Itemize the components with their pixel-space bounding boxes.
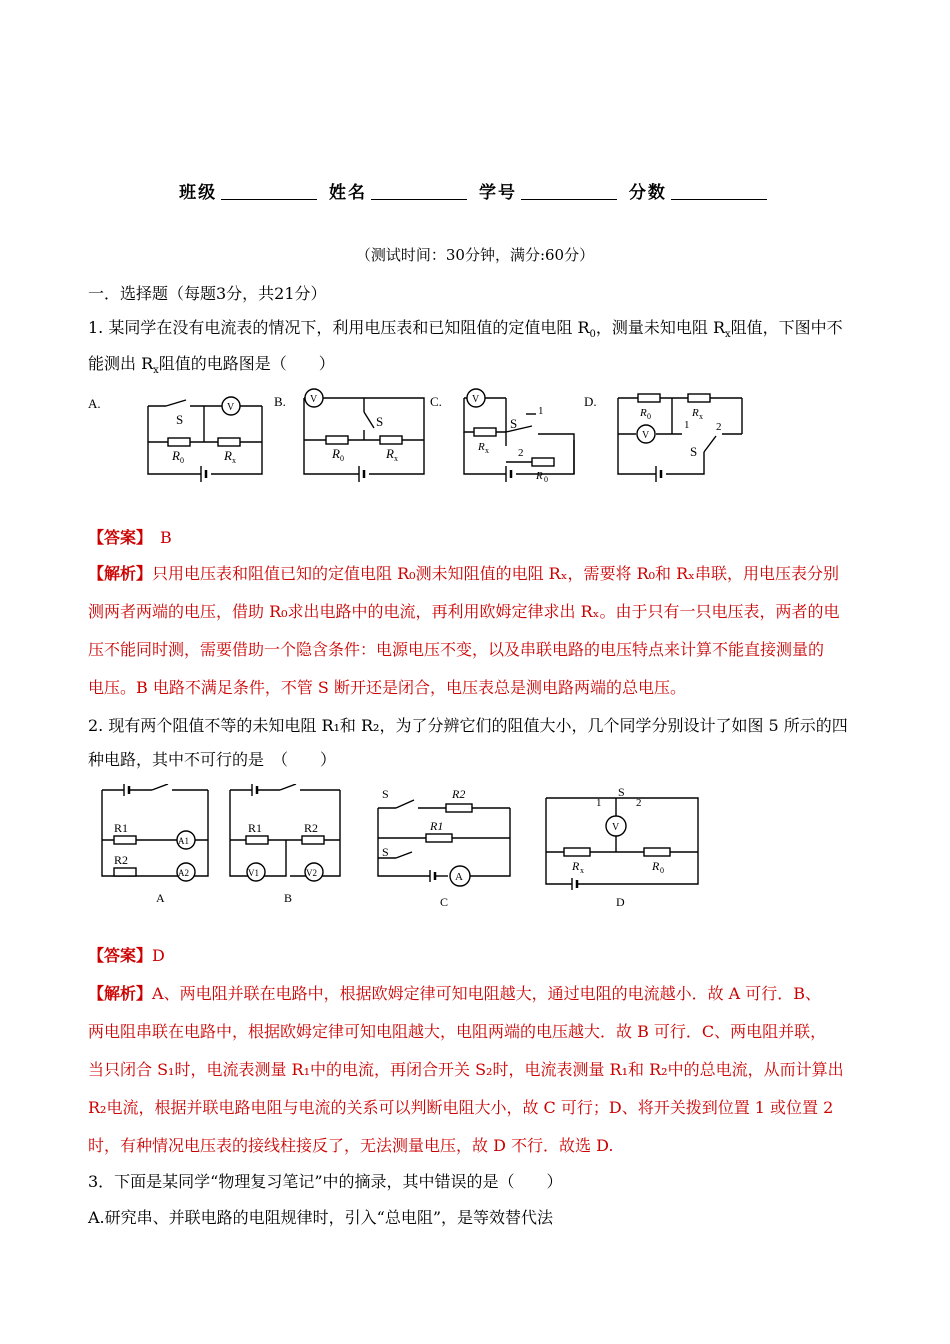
- option-c-label: C.: [430, 394, 442, 409]
- svg-text:S: S: [376, 414, 384, 429]
- svg-text:x: x: [699, 412, 703, 421]
- circuit-2b: [230, 784, 340, 881]
- svg-text:R: R: [386, 446, 394, 461]
- q1-analysis-line2: 测两者两端的电压，借助 R₀求出电路中的电流，再利用欧姆定律求出 Rₓ。由于只有一只电压表，两者的电: [88, 602, 840, 621]
- svg-text:0: 0: [660, 866, 664, 875]
- q1-analysis-line1: 【解析】只用电压表和阻值已知的定值电阻 R₀测未知阻值的电阻 Rₓ，需要将 R₀和 Rₓ串联，用电压表分别: [88, 564, 839, 583]
- q3-option-a: A.研究串、并联电路的电阻规律时，引入“总电阻”，是等效替代法: [88, 1208, 554, 1227]
- circuit-b: [304, 389, 424, 482]
- svg-text:V: V: [310, 394, 318, 405]
- id-blank[interactable]: [521, 199, 617, 200]
- svg-text:V: V: [612, 822, 620, 833]
- svg-text:V2: V2: [306, 868, 317, 878]
- svg-text:R: R: [536, 470, 543, 482]
- q1-analysis-line4: 电压。B 电路不满足条件，不管 S 断开还是闭合，电压表总是测电路两端的总电压。: [88, 678, 686, 697]
- circuit-a: [148, 397, 262, 482]
- name-blank[interactable]: [371, 199, 467, 200]
- svg-text:2: 2: [636, 797, 642, 809]
- q2-analysis-line2: 两电阻串联在电路中，根据欧姆定律可知电阻越大，电阻两端的电压越大．故 B 可行．C、两电阻并联，: [88, 1022, 827, 1041]
- svg-text:A1: A1: [178, 836, 189, 846]
- circuit-d: [618, 394, 742, 482]
- q1-stem-line2: 能测出 $R_x$阻值的电路图是（ ）: [88, 354, 335, 377]
- svg-text:R: R: [652, 859, 660, 873]
- svg-text:V: V: [227, 402, 235, 413]
- svg-text:V: V: [472, 394, 480, 405]
- svg-text:S: S: [618, 785, 625, 799]
- svg-text:1: 1: [538, 405, 544, 417]
- q1-stem-line1: 1. 某同学在没有电流表的情况下，利用电压表和已知阻值的定值电阻 $R_0$，测量未知电阻 $R_x$阻值，下图中不: [88, 318, 843, 341]
- svg-text:R: R: [572, 859, 580, 873]
- svg-text:1: 1: [596, 797, 602, 809]
- svg-text:2: 2: [518, 447, 524, 459]
- student-info-header: [0, 178, 950, 203]
- svg-text:R: R: [172, 448, 180, 463]
- q2-analysis-line5: 时，有种情况电压表的接线柱接反了，无法测量电压，故 D 不行．故选 D.: [88, 1136, 614, 1155]
- q2-circuit-figure: [96, 784, 716, 914]
- svg-text:0: 0: [647, 412, 651, 421]
- class-blank[interactable]: [221, 199, 317, 200]
- svg-text:R: R: [640, 407, 647, 419]
- q1-circuit-figure: [86, 384, 746, 496]
- svg-text:x: x: [580, 866, 584, 875]
- svg-text:R: R: [692, 407, 699, 419]
- svg-text:A: A: [455, 871, 463, 883]
- id-label: 学号: [478, 183, 517, 203]
- name-label: 姓名: [329, 183, 368, 203]
- svg-text:R: R: [224, 448, 232, 463]
- q2-analysis-line3: 当只闭合 S₁时，电流表测量 R₁中的电流，再闭合开关 S₂时，电流表测量 R₁和 R₂中的总电流，从而计算出: [88, 1060, 844, 1079]
- svg-text:S: S: [690, 444, 698, 459]
- q2-answer: 【答案】D: [88, 946, 165, 965]
- q1-analysis-line3: 压不能同时测，需要借助一个隐含条件：电源电压不变，以及串联电路的电压特点来计算不能直接测量的: [88, 640, 825, 659]
- svg-text:S: S: [176, 412, 184, 427]
- svg-text:S: S: [382, 845, 389, 859]
- class-label: 班级: [179, 183, 218, 203]
- svg-text:0: 0: [340, 454, 344, 463]
- svg-text:S: S: [510, 416, 518, 431]
- svg-text:R2: R2: [304, 821, 319, 835]
- score-label: 分数: [628, 183, 667, 203]
- svg-text:R1: R1: [248, 821, 263, 835]
- caption-d: D: [616, 895, 625, 909]
- circuit-2d: [546, 798, 698, 890]
- svg-text:A2: A2: [178, 868, 189, 878]
- svg-text:R: R: [332, 446, 340, 461]
- svg-text:R: R: [478, 441, 485, 453]
- svg-text:1: 1: [684, 419, 690, 431]
- svg-text:V: V: [642, 430, 650, 441]
- svg-text:V1: V1: [248, 868, 259, 878]
- q3-stem: 3．下面是某同学“物理复习笔记”中的摘录，其中错误的是（ ）: [88, 1172, 563, 1191]
- q2-stem-line2: 种电路，其中不可行的是 （ ）: [88, 750, 337, 769]
- svg-text:x: x: [485, 446, 489, 455]
- svg-text:2: 2: [716, 421, 722, 433]
- svg-text:0: 0: [180, 456, 184, 465]
- q2-analysis-line4: R₂电流，根据并联电路电阻与电流的关系可以判断电阻大小，故 C 可行；D、将开关拨到位置 1 或位置 2: [88, 1098, 834, 1117]
- svg-text:R1: R1: [430, 819, 444, 833]
- svg-text:R2: R2: [452, 787, 466, 801]
- svg-text:R2: R2: [114, 853, 129, 867]
- q1-answer: 【答案】 B: [88, 528, 172, 547]
- svg-text:x: x: [232, 456, 236, 465]
- q2-stem-line1: 2. 现有两个阻值不等的未知电阻 R₁和 R₂，为了分辨它们的阻值大小，几个同学分别设计了如图 5 所示的四: [88, 716, 848, 735]
- caption-b: B: [284, 891, 293, 905]
- svg-text:R1: R1: [114, 821, 129, 835]
- svg-text:x: x: [394, 454, 398, 463]
- circuit-c: [464, 389, 574, 482]
- score-blank[interactable]: [671, 199, 767, 200]
- circuit-2c: [378, 800, 510, 886]
- svg-text:0: 0: [544, 475, 548, 484]
- option-d-label: D.: [584, 394, 597, 409]
- caption-a: A: [156, 891, 165, 905]
- option-b-label: B.: [274, 394, 286, 409]
- test-info: （测试时间：30分钟，满分:60分）: [355, 246, 595, 264]
- caption-c: C: [440, 895, 449, 909]
- svg-text:S: S: [382, 787, 389, 801]
- section-title: 一．选择题（每题3分，共21分）: [88, 284, 327, 303]
- option-a-label: A.: [88, 396, 101, 411]
- q2-analysis-line1: 【解析】A、两电阻并联在电路中，根据欧姆定律可知电阻越大，通过电阻的电流越小．故 A 可行．B、: [88, 984, 822, 1003]
